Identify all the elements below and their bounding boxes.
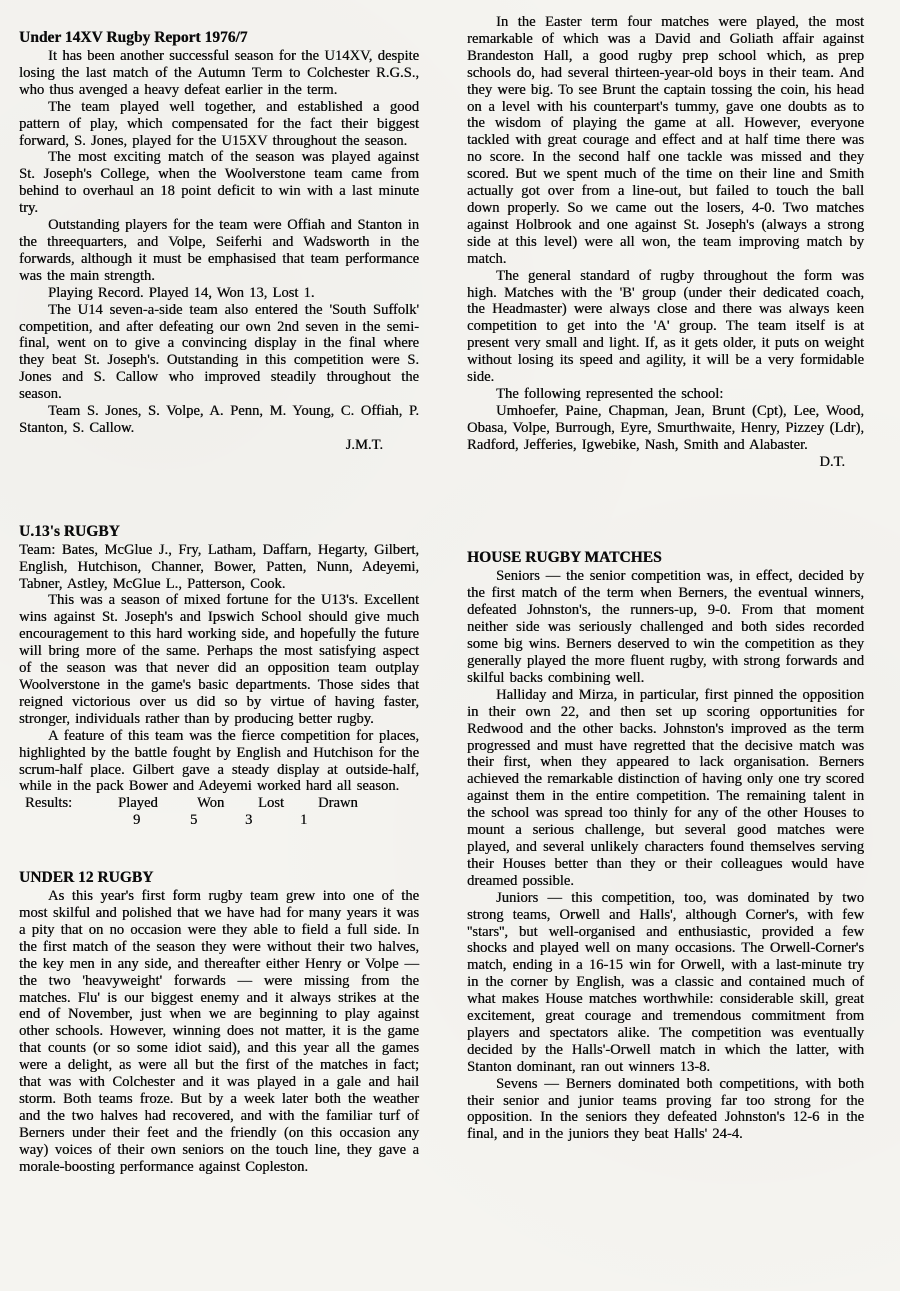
section-u14-rugby-report [19, 28, 419, 454]
u14-paragraph: It has been another successful season for the U14XV, despite losing the last match of the Autumn Term to Colchester R.G.S., who thus avenged a heavy defeat earlier in the term. [19, 48, 419, 98]
results-value-drawn: 1 [300, 812, 308, 829]
results-value-won: 5 [190, 812, 198, 829]
school-representatives-intro: The following represented the school: [496, 385, 724, 402]
results-label: Results: [25, 795, 73, 812]
section-u14-report-continued [467, 14, 864, 470]
easter-term-paragraph: In the Easter term four matches were played, the most remarkable of which was a David and Goliath affair against Brandeston Hall, a good rugby prep school which, as prep schools do, had several thirteen-year-old boys in their team. And they were big. To see Brunt the captain tossing the coin, his head on a level with his counterpart's tummy, gave one doubts as to the wisdom of playing the game at all. However, everyone tackled with great courage and effect and at half time there was no score. In the second half one tackle was missed and they scored. But we spent much of the time on their line and Smith actually got over from a line-out, but failed to touch the ball down properly. So we came out the losers, 4-0. Two matches against Holbrook and one against St. Joseph's (always a strong side at this level) were all won, the team improving match by match. [467, 14, 864, 267]
results-value-row [19, 812, 419, 829]
signature-jmt: J.M.T. [345, 436, 383, 453]
section-under12-rugby [19, 868, 419, 1175]
house-seniors-paragraph: Seniors — the senior competition was, in effect, decided by the first match of the term when Berners, the eventual winners, defeated Johnston's, the runners-up, 9-0. From that moment neither side was seriously challenged and both sides recorded some big wins. Berners deserved to win the competition as they generally played the more fluent rugby, with strong forwards and skilful backs combining well. [467, 568, 864, 686]
results-value-played: 9 [133, 812, 141, 829]
section-house-rugby-matches [467, 548, 864, 1143]
results-header-row [19, 795, 419, 812]
house-section-heading: HOUSE RUGBY MATCHES [467, 549, 662, 567]
school-representatives-list: Umhoefer, Paine, Chapman, Jean, Brunt (Cpt), Lee, Wood, Obasa, Volpe, Burrough, Eyre, Smurthwaite, Henry, Pizzey (Ldr), Radford, Jefferies, Igwebike, Nash, Smith and Alabaster. [467, 402, 864, 453]
results-header-drawn: Drawn [318, 795, 358, 812]
u13-paragraph: A feature of this team was the fierce competition for places, highlighted by the battle fought by English and Hutchison for the scrum-half place. Gilbert gave a steady display at outside-half, while in the pack Bower and Adeyemi worked hard all season. [19, 727, 419, 795]
u14-paragraph: The team played well together, and established a good pattern of play, which compensated for the fact their biggest forward, S. Jones, played for the U15XV throughout the season. [19, 98, 419, 149]
section-u13-rugby [19, 522, 419, 829]
u13-paragraph: This was a season of mixed fortune for the U13's. Excellent wins against St. Joseph's and Ipswich School should give much encouragement to this hard working side, and hopefully the future will bring more of the same. Perhaps the most satisfying aspect of the season was that never did an opposition team outplay Woolverstone in the game's basic departments. Those sides that reigned victorious over us did so by virtue of having faster, stronger, individuals rather than by producing better rugby. [19, 592, 419, 727]
u12-section-heading: UNDER 12 RUGBY [19, 869, 154, 887]
u13-team-list: Team: Bates, McGlue J., Fry, Latham, Daffarn, Hegarty, Gilbert, English, Hutchison, Channer, Bower, Patten, Nunn, Adeyemi, Tabner, Astley, McGlue L., Patterson, Cook. [19, 541, 419, 592]
house-juniors-paragraph: Juniors — this competition, too, was dominated by two strong teams, Orwell and Halls', although Corner's, with few ''stars'', but well-organised and enthusiastic, provided a few shocks and played well on many occasions. The Orwell-Corner's match, ending in a 16-15 win for Orwell, with a last-minute try in the corner by English, was a classic and contained much of what makes House matches worthwhile: considerable skill, great excitement, great courage and tremendous commitment from players and spectators alike. The competition was eventually decided by the Halls'-Orwell match in which the latter, with Stanton dominant, ran out winners 13-8. [467, 889, 864, 1075]
right-column [467, 14, 864, 1143]
results-value-lost: 3 [245, 812, 253, 829]
results-header-lost: Lost [258, 795, 284, 812]
house-sevens-paragraph: Sevens — Berners dominated both competitions, with both their senior and junior teams proving far too strong for the opposition. In the seniors they defeated Johnston's 12-6 in the final, and in the juniors they beat Halls' 24-4. [467, 1075, 864, 1143]
house-paragraph: Halliday and Mirza, in particular, first pinned the opposition in their own 22, and then set up scoring opportunities for Redwood and the other backs. Johnston's improved as the term progressed and must have regretted that the decisive match was their first, when they appeared to lack organisation. Berners achieved the remarkable distinction of having only one try scored against them in the entire competition. The remaining talent in the school was spread too thinly for any of the other Houses to mount a serious challenge, but several good matches were played, and several unlikely characters found themselves serving their Houses better than they or their colleagues would have dreamed possible. [467, 686, 864, 889]
signature-dt: D.T. [819, 453, 845, 470]
u13-section-heading: U.13's RUGBY [19, 522, 120, 540]
left-column [19, 28, 419, 1176]
easter-term-paragraph: The general standard of rugby throughout the form was high. Matches with the 'B' group (under their dedicated coach, the Headmaster) were always close and there was always keen competition to get into the 'A' group. The team itself is at present very small and light. If, as it gets older, it puts on weight without losing its speed and agility, it will be a very formidable side. [467, 267, 864, 386]
u14-section-heading: Under 14XV Rugby Report 1976/7 [19, 29, 248, 46]
results-header-won: Won [197, 795, 225, 812]
u14-team-list: Team S. Jones, S. Volpe, A. Penn, M. Young, C. Offiah, P. Stanton, S. Callow. [19, 403, 419, 436]
u14-paragraph: The U14 seven-a-side team also entered the 'South Suffolk' competition, and after defeating our own 2nd seven in the semi-final, went on to give a convincing display in the final where they beat St. Joseph's. Outstanding in this competition were S. Jones and S. Callow who improved steadily throughout the season. [19, 301, 419, 403]
results-header-played: Played [118, 795, 158, 812]
u12-paragraph: As this year's first form rugby team grew into one of the most skilful and polished that we have had for many years it was a pity that on no occasion were they able to field a full side. In the first match of the season they were without their two halves, the key men in any side, and thereafter either Henry or Volpe — the two 'heavyweight' forwards — were missing from the matches. Flu' is our biggest enemy and it always strikes at the end of November, just when we are beginning to play against other schools. However, winning does not matter, it is the game that counts (or so some idiot said), and this year all the games were a delight, as were all but the first of the matches in fact; that was with Colchester and it was played in a gale and hail storm. Both teams froze. But by a week later both the weather and the two halves had recovered, and with the familiar turf of Berners under their feet and the friendly (on this occasion any way) voices of their own seniors on the touch line, they gave a morale-boosting performance against Copleston. [19, 888, 419, 1175]
u14-paragraph: The most exciting match of the season was played against St. Joseph's College, when the Woolverstone team came from behind to overhaul an 18 point deficit to win with a last minute try. [19, 149, 419, 217]
u13-results-table [19, 795, 419, 829]
u14-paragraph: Outstanding players for the team were Offiah and Stanton in the threequarters, and Volpe, Seiferhi and Wadsworth in the forwards, although it must be emphasised that team performance was the main strength. [19, 217, 419, 284]
u14-playing-record: Playing Record. Played 14, Won 13, Lost 1. [48, 284, 315, 301]
